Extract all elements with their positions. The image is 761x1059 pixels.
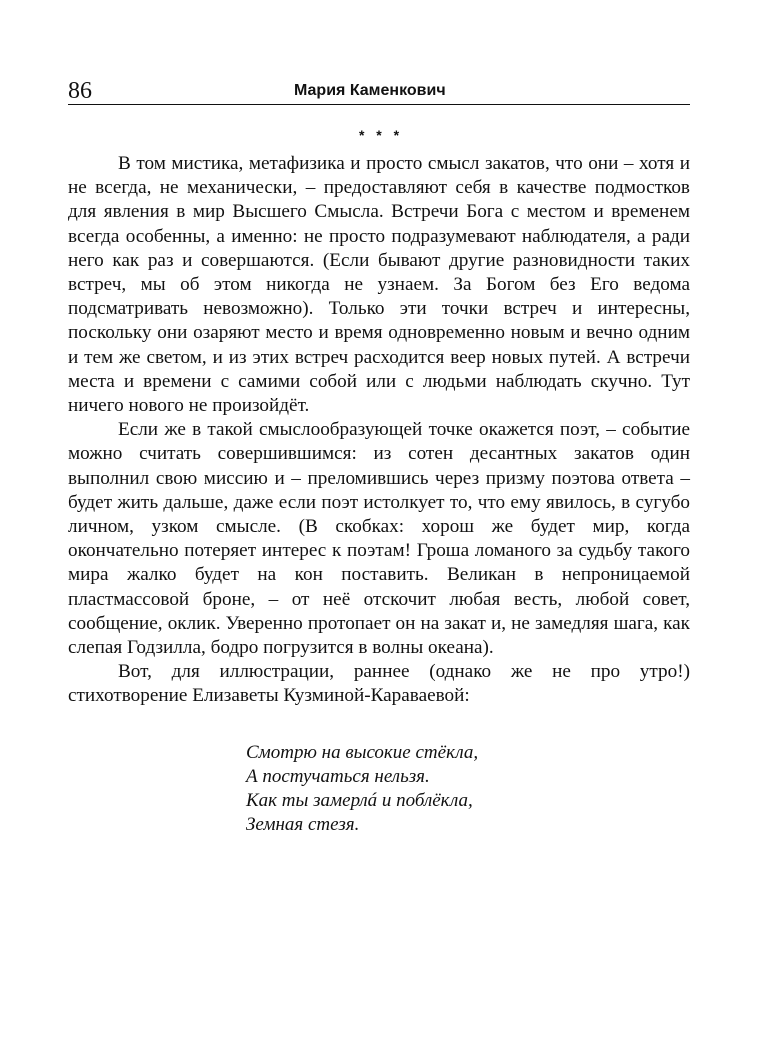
poem-line: А постучаться нельзя. bbox=[246, 765, 430, 787]
poem-line: Земная стезя. bbox=[246, 813, 360, 835]
section-separator: * * * bbox=[358, 127, 404, 143]
poem-line: Смотрю на высокие стёкла, bbox=[246, 741, 479, 763]
page-number: 86 bbox=[68, 78, 92, 104]
body-text bbox=[68, 152, 690, 709]
paragraph: Вот, для иллюстрации, раннее (однако же не про утро!) стихотворение Елизаветы Кузминой-Караваевой: bbox=[68, 661, 690, 707]
paragraph: В том мистика, метафизика и просто смысл закатов, что они – хотя и не всегда, не механически, – предоставляют себя в качестве подмостков для явления в мир Высшего Смысла. Встречи Бога с местом и временем всегда особенны, а именно: не просто подразумевают наблюдателя, а ради него как раз и совершаются. (Если бывают другие разновидности таких встреч, мы об этом никогда не узнаем. За Богом без Его ведома подсматривать невозможно). Только эти точки встреч и интересны, поскольку они озаряют место и время одновременно новым и вечно одним и тем же светом, и из этих встреч расходится веер новых путей. А встречи места и времени с самими собой или с людьми наблюдать скучно. Тут ничего нового не произойдёт. bbox=[68, 153, 690, 417]
poem bbox=[246, 741, 690, 837]
poem-line: Как ты замерлá и поблёкла, bbox=[246, 789, 473, 811]
page-header bbox=[68, 78, 690, 105]
paragraph: Если же в такой смыслообразующей точке окажется поэт, – событие можно считать совершившимся: из сотен десантных закатов один выполнил свою миссию и – преломившись через призму поэтова ответа – будет жить дальше, даже если поэт истолкует то, что ему явилось, в сугубо личном, узком смысле. (В скобках: хорош же будет мир, когда окончательно потеряет интерес к поэтам! Гроша ломаного за судьбу такого мира жалко будет на кон поставить. Великан в непроницаемой пластмассовой броне, – от неё отскочит любая весть, любой совет, сообщение, оклик. Уверенно протопает он на закат и, не замедляя шага, как слепая Годзилла, бодро погрузится в волны океана). bbox=[68, 419, 690, 659]
running-head: Мария Каменкович bbox=[294, 82, 446, 99]
book-page bbox=[68, 78, 690, 837]
